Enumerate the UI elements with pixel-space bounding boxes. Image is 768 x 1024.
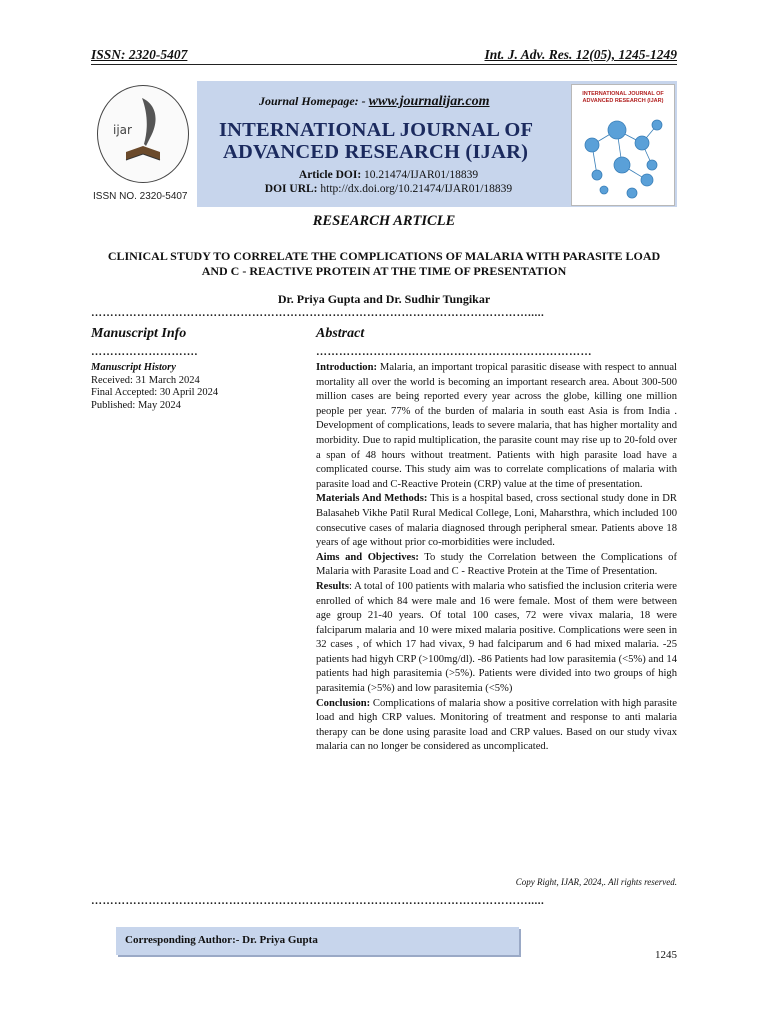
corresponding-author: Corresponding Author:- Dr. Priya Gupta	[125, 934, 318, 946]
doi-url-label: DOI URL:	[264, 183, 318, 195]
separator-bottom: …………………………………………………………………………………………………….....	[91, 896, 545, 906]
article-type: RESEARCH ARTICLE	[312, 213, 456, 229]
aims-text: To study the Correlation between the Complications of Malaria with Parasite Load and C - Reactive Protein at the Time of Presentation.	[316, 551, 677, 578]
abstract-body	[316, 361, 677, 755]
manuscript-dots: ……………………….	[91, 346, 198, 358]
homepage-label: Journal Homepage: -	[259, 94, 366, 108]
introduction-label: Introduction:	[316, 362, 378, 373]
separator-top: …………………………………………………………………………………………………….....	[91, 308, 545, 318]
article-doi	[221, 169, 556, 181]
logo-text: ijar	[113, 123, 132, 137]
abstract-heading: Abstract	[316, 326, 365, 341]
authors: Dr. Priya Gupta and Dr. Sudhir Tungikar	[277, 292, 491, 306]
paper-title	[91, 249, 677, 278]
manuscript-history	[91, 362, 218, 412]
aims-label: Aims and Objectives:	[316, 551, 419, 563]
journal-cover-image	[571, 84, 675, 206]
conclusion-label: Conclusion:	[316, 697, 371, 709]
methods-label: Materials And Methods:	[316, 493, 428, 505]
abstract-dots: ………………………………………………………………	[316, 346, 592, 358]
journal-title-line1: INTERNATIONAL JOURNAL OF	[219, 119, 534, 141]
logo-issn: ISSN NO. 2320-5407	[93, 191, 188, 202]
results-text: : A total of 100 patients with malaria who satisfied the inclusion criteria were enrolled of which 84 were male and 16 were female. Most of them were between age group 21-40 years. Of total 100 cases, 72 were vivax malaria, 18 were falciparum malaria and 10 were mixed malaria positive. Complications were seen in 32 cases , of which 17 had vivax, 9 had falciparum and 6 had mixed malaria. -25 patients had higyh CRP (>100mg/dl). -86 Patients had low parasitemia (<5%) and 14 patients had high parasitemia (>5%). Patients were divided into two groups of high parasitemia (>5%) and low parasitemia (<5%)	[316, 580, 677, 695]
corresponding-author-box	[116, 927, 519, 955]
doi-url	[221, 183, 556, 195]
journal-logo	[91, 81, 197, 207]
journal-homepage	[259, 94, 490, 110]
paper-title-line1: CLINICAL STUDY TO CORRELATE THE COMPLICATIONS OF MALARIA WITH PARASITE LOAD	[107, 249, 661, 263]
journal-title-line2: ADVANCED RESEARCH (IJAR)	[223, 141, 529, 163]
issn-header: ISSN: 2320-5407	[91, 47, 188, 62]
logo-emblem	[97, 85, 189, 183]
abstract-conclusion	[316, 697, 677, 755]
cover-title: INTERNATIONAL JOURNAL OF ADVANCED RESEARCH (IJAR)	[582, 91, 664, 104]
journal-reference: Int. J. Adv. Res. 12(05), 1245-1249	[484, 47, 677, 62]
published-date: Published: May 2024	[91, 399, 181, 411]
copyright-notice: Copy Right, IJAR, 2024,. All rights reserved.	[515, 877, 677, 887]
running-header	[91, 44, 677, 65]
homepage-link[interactable]: www.journalijar.com	[368, 94, 490, 109]
methods-text: This is a hospital based, cross sectional study done in DR Balasaheb Vikhe Patil Rural Medical College, Loni, Maharsthra, which included 100 consecutive cases of malaria diagnosed through peripheral smear. Patients above 18 years of age without prior co-morbidities were included.	[316, 493, 677, 549]
journal-banner	[91, 81, 677, 207]
conclusion-text: Complications of malaria show a positive correlation with high parasite load and high CRP values. Monitoring of treatment and response to anti malaria therapy can be done using parasite load and CRP values. Based on our study vivax malaria can no longer be considered as uncomplicated.	[316, 697, 677, 753]
introduction-text: Malaria, an important tropical parasitic disease with respect to annual mortality all over the world is becoming an important research area. About 300-500 million cases are being reported every year across the globe, killing one million people per year. 77% of the burden of malaria in south east Asia is from India . Development of complications, leads to severe malaria, that has higher mortality and morbidity. Due to rapid multiplication, the parasite count may rise up to 20-fold over a span of 48 hours without treatment. Patients with high parasite load have a complicated course. This study aim was to correlate complications of malaria with parasite load and C-Reactive Protein (CRP) value at the time of presentation.	[316, 362, 677, 490]
abstract-results	[316, 580, 677, 697]
abstract-introduction	[316, 361, 677, 492]
paper-title-line2: AND C - REACTIVE PROTEIN AT THE TIME OF PRESENTATION	[201, 263, 567, 278]
journal-title	[219, 119, 559, 163]
page-number: 1245	[655, 949, 677, 961]
abstract-methods	[316, 492, 677, 550]
results-label: Results	[316, 580, 349, 592]
doi-url-link[interactable]: http://dx.doi.org/10.21474/IJAR01/18839	[320, 183, 513, 195]
manuscript-info-heading: Manuscript Info	[91, 326, 187, 341]
quill-book-icon	[98, 86, 188, 182]
abstract-aims	[316, 551, 677, 580]
article-doi-label: Article DOI:	[298, 169, 362, 181]
received-date: Received: 31 March 2024	[91, 374, 200, 386]
accepted-date: Final Accepted: 30 April 2024	[91, 387, 219, 399]
history-label: Manuscript History	[91, 362, 176, 373]
article-doi-value: 10.21474/IJAR01/18839	[364, 169, 479, 181]
